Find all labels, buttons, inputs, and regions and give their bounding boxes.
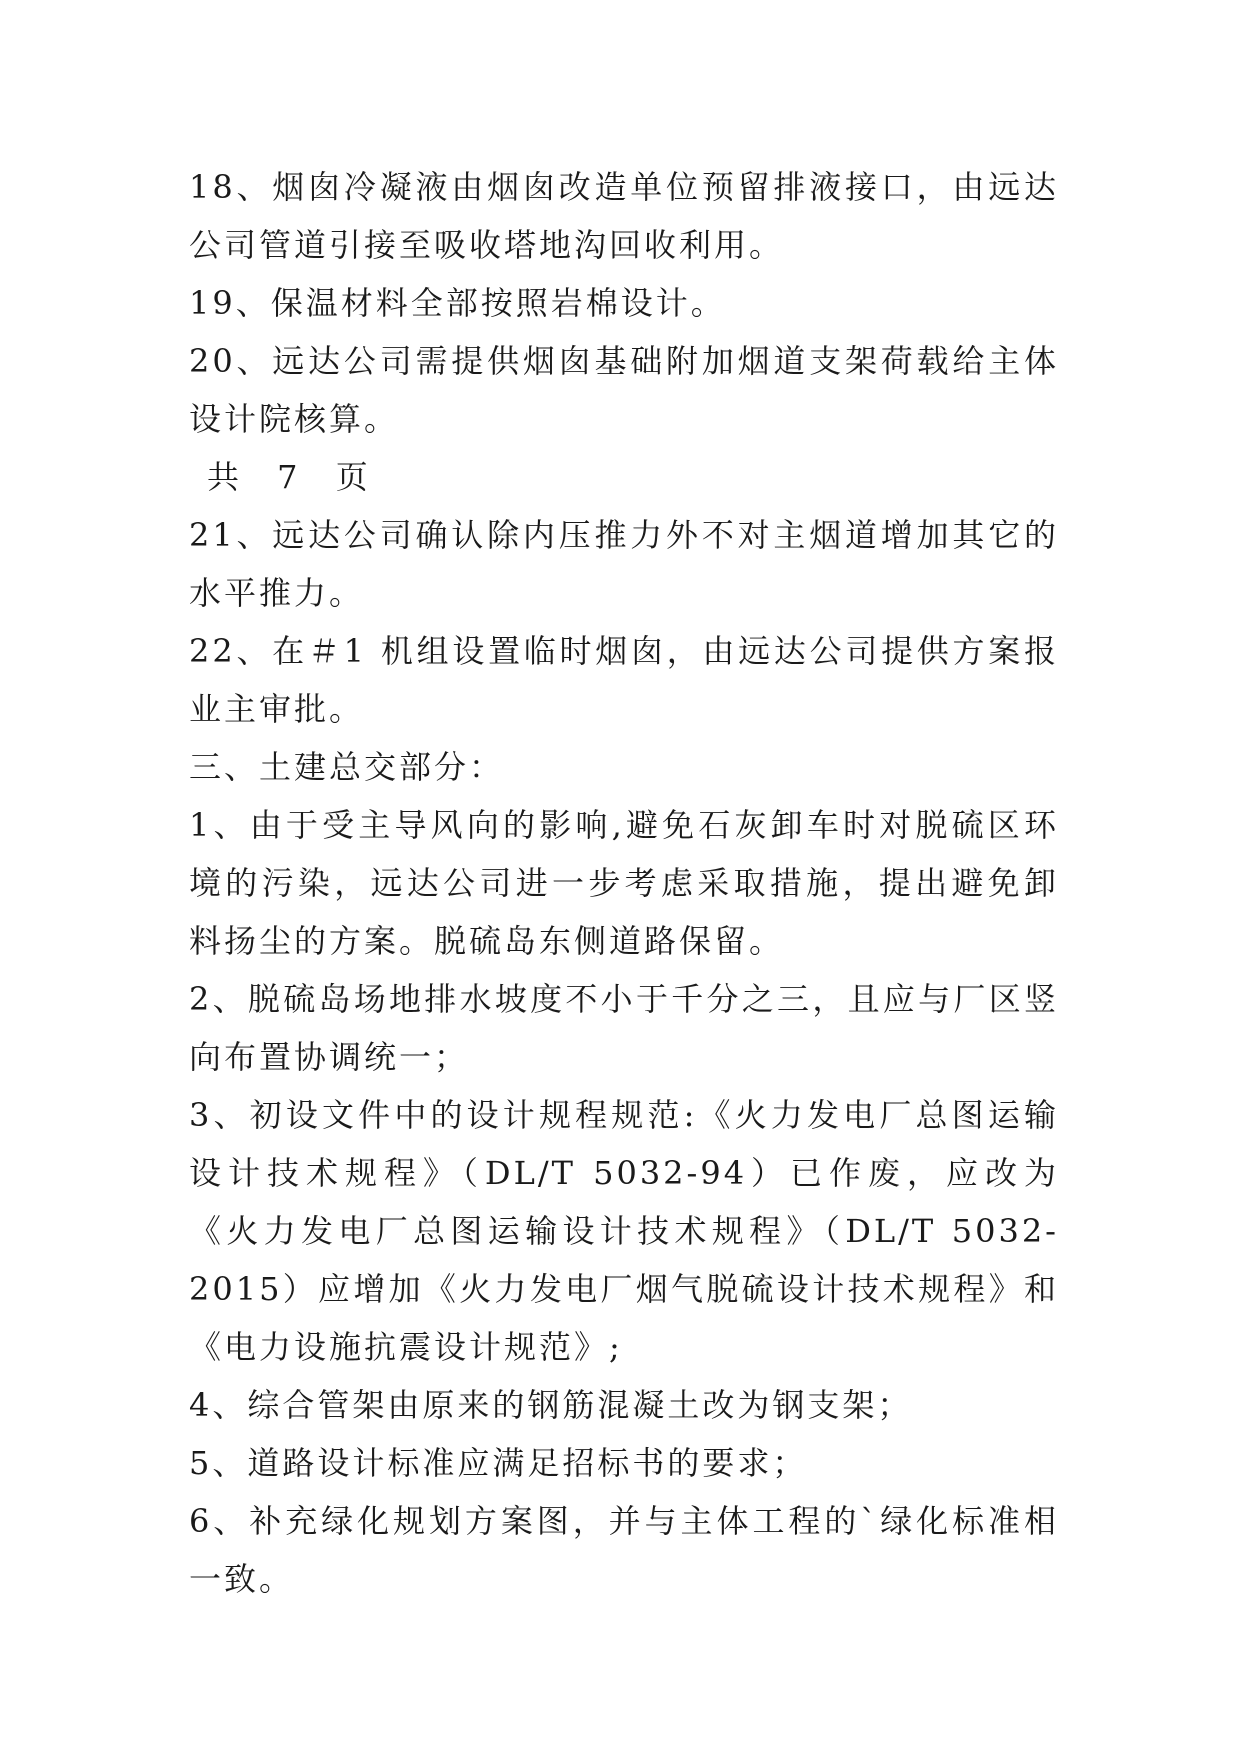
section-heading-civil: 三、土建总交部分：: [189, 748, 505, 786]
paragraph-item-civil-3: 3、初设文件中的设计规程规范:《火力发电厂总图运输设计技术规程》（DL/T 5032-94）已作废，应改为《火力发电厂总图运输设计技术规程》（DL/T 5032-2015）应增加《火力发电厂烟气脱硫设计技术规程》和《电力设施抗震设计规范》;: [189, 1096, 1059, 1366]
paragraph-item-civil-1: 1、由于受主导风向的影响,避免石灰卸车时对脱硫区环境的污染，远达公司进一步考虑采取措施，提出避免卸料扬尘的方案。脱硫岛东侧道路保留。: [189, 806, 1059, 960]
paragraph-item-21: 21、远达公司确认除内压推力外不对主烟道增加其它的水平推力。: [189, 516, 1059, 612]
document-body: [189, 158, 1059, 1608]
paragraph-item-civil-4: 4、综合管架由原来的钢筋混凝土改为钢支架；: [189, 1386, 913, 1424]
paragraph-item-civil-6: 6、补充绿化规划方案图，并与主体工程的`绿化标准相一致。: [189, 1502, 1059, 1598]
paragraph-item-22: 22、在＃1 机组设置临时烟囱，由远达公司提供方案报业主审批。: [189, 632, 1059, 728]
paragraph-item-18: 18、烟囱冷凝液由烟囱改造单位预留排液接口，由远达公司管道引接至吸收塔地沟回收利用。: [189, 168, 1059, 264]
paragraph-item-19: 19、保温材料全部按照岩棉设计。: [189, 284, 726, 322]
paragraph-item-20: 20、远达公司需提供烟囱基础附加烟道支架荷载给主体设计院核算。: [189, 342, 1059, 438]
page-count-label: 共 7 页: [207, 458, 382, 496]
paragraph-item-civil-2: 2、脱硫岛场地排水坡度不小于千分之三，且应与厂区竖向布置协调统一；: [189, 980, 1059, 1076]
paragraph-item-civil-5: 5、道路设计标准应满足招标书的要求；: [189, 1444, 808, 1482]
